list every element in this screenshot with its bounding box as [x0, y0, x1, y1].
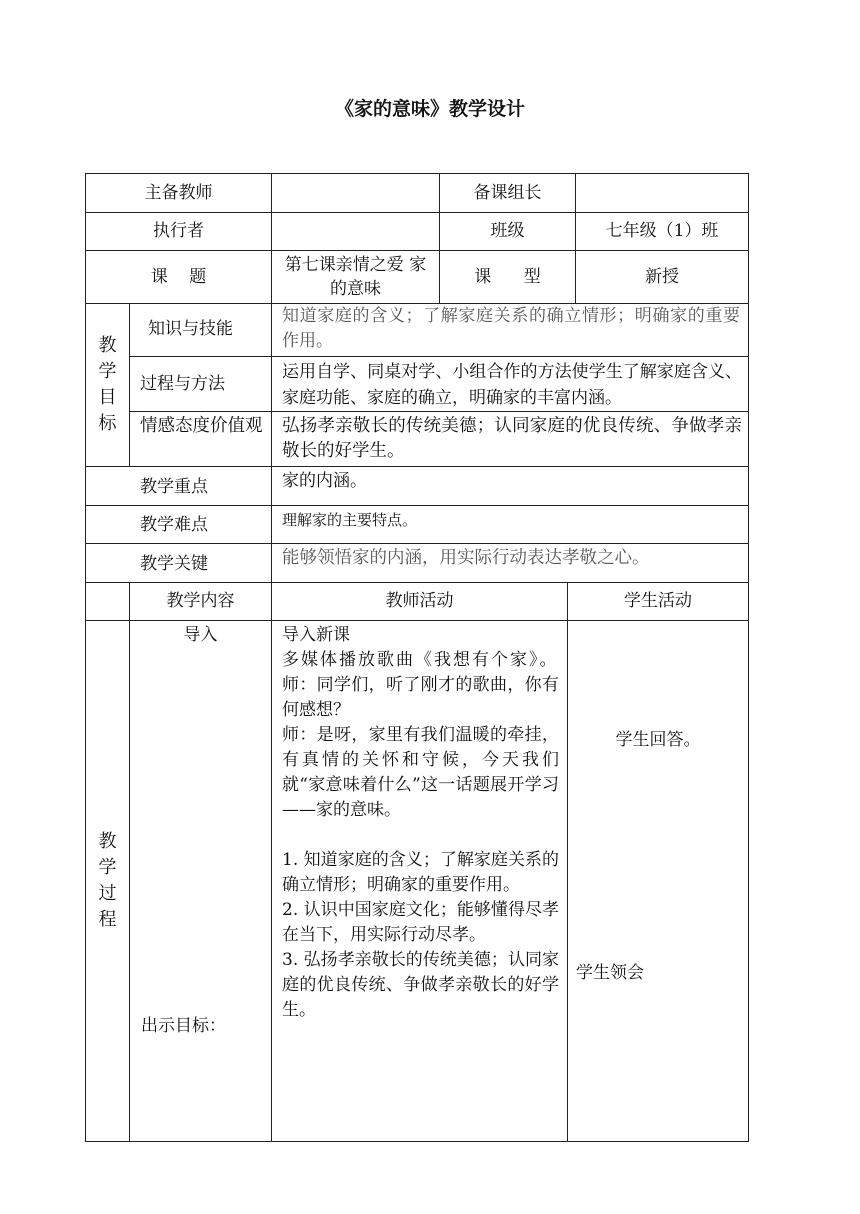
key-value: 能够领悟家的内涵，用实际行动表达孝敬之心。	[282, 548, 650, 568]
focus-value: 家的内涵。	[282, 471, 367, 491]
teacher-header: 教师活动	[385, 591, 454, 611]
teacher-line: 多媒体播放歌曲《我想有个家》。	[282, 650, 559, 670]
type-label: 课 型	[474, 266, 541, 287]
emotion-label: 情感态度价值观	[140, 416, 263, 436]
goals-label: 教学目标	[98, 335, 117, 434]
executor-label: 执行者	[153, 221, 204, 241]
teacher-activity	[272, 621, 567, 1141]
group-leader-value	[576, 174, 748, 212]
process-label: 教学过程	[98, 831, 117, 930]
key-label: 教学关键	[140, 554, 208, 574]
process-method-label: 过程与方法	[140, 373, 225, 394]
emotion-value: 弘扬孝亲敬长的传统美德；认同家庭的优良传统、争做孝亲敬长的好学生。	[282, 416, 742, 461]
goals-show-label: 出示目标：	[141, 1016, 226, 1036]
teacher-line: 师：同学们，听了刚才的歌曲，你有何感想？	[282, 675, 559, 720]
intro-label: 导入	[183, 625, 218, 645]
difficulty-value: 理解家的主要特点。	[282, 511, 418, 529]
student-column	[568, 621, 748, 1141]
spacer	[282, 823, 559, 848]
process-label-cell	[86, 621, 129, 1141]
goal-line: 3. 弘扬孝亲敬长的传统美德；认同家庭的优良传统、争做孝亲敬长的好学生。	[282, 950, 559, 1020]
teacher-line: 导入新课	[282, 625, 350, 645]
knowledge-label: 知识与技能	[148, 319, 233, 339]
student-answer: 学生回答。	[615, 730, 701, 750]
executor-value	[272, 213, 439, 250]
content-header: 教学内容	[166, 591, 235, 611]
goal-line: 2. 认识中国家庭文化；能够懂得尽孝在当下，用实际行动尽孝。	[282, 900, 559, 945]
difficulty-label: 教学难点	[140, 515, 208, 535]
goal-line: 1. 知道家庭的含义；了解家庭关系的确立情形；明确家的重要作用。	[282, 850, 559, 895]
knowledge-value: 知道家庭的含义；了解家庭关系的确立情形；明确家的重要作用。	[282, 306, 740, 351]
class-value: 七年级（1）班	[605, 221, 719, 241]
focus-label: 教学重点	[140, 477, 208, 497]
student-understand: 学生领会	[576, 963, 644, 983]
type-value: 新授	[645, 266, 679, 287]
goals-label-cell	[86, 304, 129, 466]
process-method-value: 运用自学、同桌对学、小组合作的方法使学生了解家庭含义、家庭功能、家庭的确立，明确家的丰富内涵。	[282, 362, 742, 408]
student-header: 学生活动	[624, 591, 692, 611]
lead-teacher-label: 主备教师	[144, 182, 213, 203]
class-label: 班级	[490, 221, 525, 241]
teacher-line: 师：是呀，家里有我们温暖的牵挂，有真情的关怀和守候，今天我们就“家意味着什么”这一话题展开学习——家的意味。	[282, 725, 559, 820]
topic-label: 课 题	[150, 266, 207, 287]
group-leader-label: 备课组长	[473, 182, 542, 203]
topic-value: 第七课亲情之爱 家的意味	[284, 255, 427, 299]
document-title: 《家的意味》教学设计	[334, 98, 525, 120]
content-column	[130, 621, 271, 1141]
lead-teacher-value	[272, 174, 439, 212]
